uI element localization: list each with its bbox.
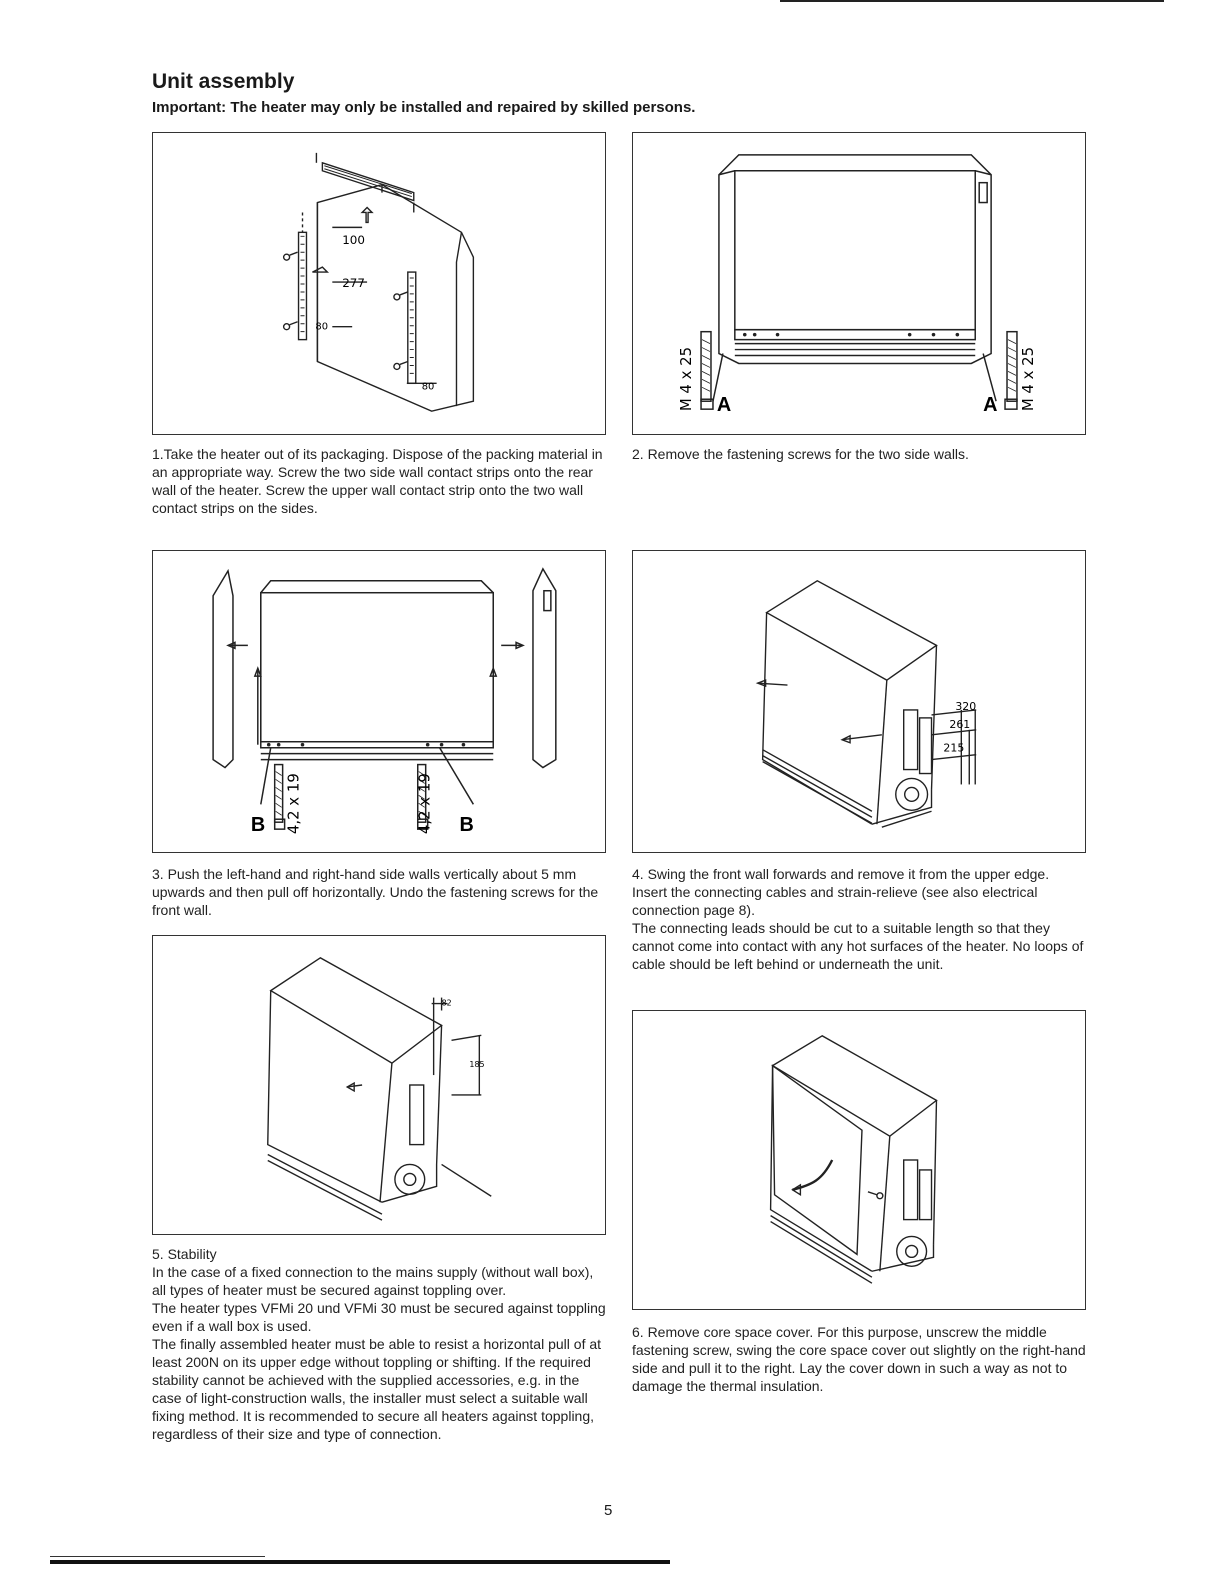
page-number: 5	[604, 1502, 613, 1519]
heater-side-walls-drawing	[153, 551, 605, 852]
dim-label-middle: 277	[342, 275, 365, 290]
marker-a-left: A	[716, 394, 732, 417]
caption-step-5-part-2: The heater types VFMi 20 und VFMi 30 must be secured against toppling even if a wall box is used.	[152, 1300, 606, 1334]
dim-label-top: 100	[342, 233, 365, 248]
caption-step-5	[152, 1245, 606, 1443]
dim-label-261: 261	[949, 717, 971, 731]
figure-6-core-space-cover	[632, 1010, 1086, 1310]
figure-4-front-wall	[632, 550, 1086, 853]
figure-2-side-screws	[632, 132, 1086, 435]
heater-core-cover-drawing	[633, 1011, 1085, 1309]
dim-label-82: 82	[441, 998, 452, 1008]
caption-step-5-part-3: The finally assembled heater must be able to resist a horizontal pull of at least 200N on its upper edge without toppling or shifting. If the required stability cannot be achieved with the supplied accessories, e.g. in the case of light-construction walls, the installer must select a suitable wall fixing method. It is recommended to secure all heaters against toppling, regardless of their size and type of connection.	[152, 1336, 602, 1442]
bottom-rule-thin	[50, 1556, 265, 1557]
marker-b-left: B	[250, 814, 266, 837]
dim-label-320: 320	[955, 699, 977, 713]
marker-a-right: A	[983, 394, 998, 417]
heater-front-wall-removal-drawing	[633, 551, 1085, 852]
caption-step-1: 1.Take the heater out of its packaging. Dispose of the packing material in an appropriate way. Screw the two side wall contact strips onto the rear wall of the heater. Screw the upper wall contact strip onto the two wall contact strips on the sides.	[152, 446, 603, 516]
dim-label-right: 80	[421, 381, 435, 393]
caption-step-5-part-1: In the case of a fixed connection to the mains supply (without wall box), all types of heater must be secured against toppling over.	[152, 1264, 594, 1298]
page-title: Unit assembly	[152, 70, 295, 93]
caption-step-3: 3. Push the left-hand and right-hand side walls vertically about 5 mm upwards and then pull off horizontally. Undo the fastening screws for the front wall.	[152, 866, 599, 918]
caption-step-6: 6. Remove core space cover. For this purpose, unscrew the middle fastening screw, swing the core space cover out slightly on the right-hand side and pull it to the right. Lay the cover down in such a way as not to damage the thermal insulation.	[632, 1324, 1086, 1394]
caption-step-4-part-2: The connecting leads should be cut to a suitable length so that they cannot come into contact with any hot surfaces of the heater. No loops of cable should be left behind or underneath the unit.	[632, 920, 1084, 972]
top-rule	[780, 0, 1164, 2]
caption-step-5-title: 5. Stability	[152, 1246, 217, 1262]
heater-stability-drawing	[153, 936, 605, 1234]
heater-front-view-drawing	[633, 133, 1085, 434]
figure-1-wall-strips	[152, 132, 606, 435]
dim-label-215: 215	[943, 741, 965, 755]
screw-size-left: M 4 x 25	[677, 346, 696, 412]
heater-wall-strips-drawing	[153, 133, 605, 434]
dim-label-left: 80	[315, 321, 329, 333]
caption-step-4-part-1: 4. Swing the front wall forwards and remove it from the upper edge. Insert the connecting cables and strain-relieve (see also electrical connection page 8).	[632, 866, 1050, 918]
figure-3-side-walls	[152, 550, 606, 853]
caption-step-2: 2. Remove the fastening screws for the two side walls.	[632, 446, 969, 462]
screw-size-right: 4,2 x 19	[415, 773, 434, 835]
dim-label-185: 185	[469, 1060, 485, 1070]
screw-size-left: 4,2 x 19	[284, 773, 303, 835]
caption-step-4	[632, 865, 1086, 973]
bottom-rule	[50, 1560, 670, 1564]
marker-b-right: B	[459, 814, 474, 837]
figure-5-stability	[152, 935, 606, 1235]
safety-notice: Important: The heater may only be installed and repaired by skilled persons.	[152, 99, 696, 116]
screw-size-right: M 4 x 25	[1018, 346, 1037, 412]
